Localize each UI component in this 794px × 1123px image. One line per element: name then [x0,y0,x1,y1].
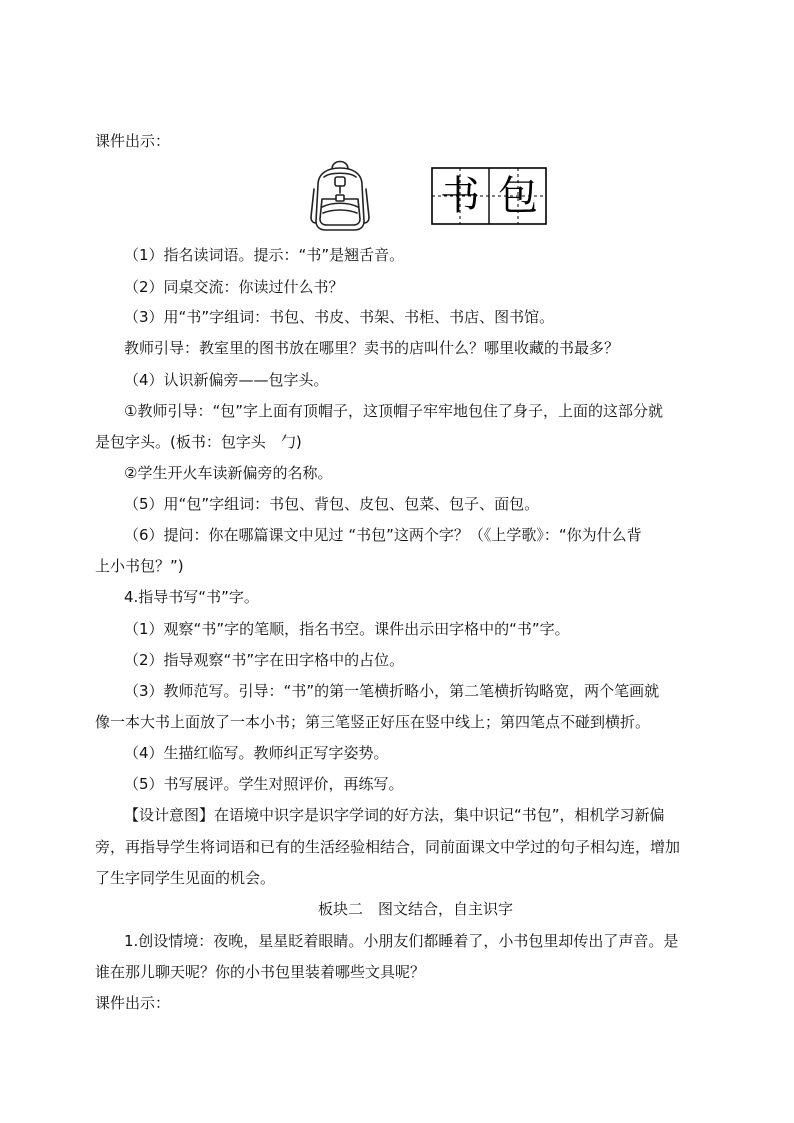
step-4-new-radical: （4）认识新偏旁——包字头。 [124,371,329,389]
tianzige-char-bao: 包 [498,173,538,219]
tianzige-grid [431,167,547,225]
radical-guide-line-2: 是包字头。(板书：包字头 勹) [95,433,302,451]
step-3-word-forming-shu: （3）用“书”字组词：书包、书皮、书架、书柜、书店、图书馆。 [124,308,555,326]
courseware-label-top: 课件出示： [95,132,171,150]
section-2-heading: 板块二 图文结合，自主识字 [318,900,514,918]
writing-step-4: （4）生描红临写。教师纠正写字姿势。 [124,744,389,762]
writing-step-3-line-1: （3）教师范写。引导：“书”的第一笔横折略小，第二笔横折钩略宽，两个笔画就 [124,682,660,700]
writing-step-3-line-2: 像一本大书上面放了一本小书；第三笔竖正好压在竖中线上；第四笔点不碰到横折。 [95,713,651,731]
writing-step-2: （2）指导观察“书”字在田字格中的占位。 [124,651,405,669]
design-intent-line-3: 了生字同学生见面的机会。 [95,869,276,887]
courseware-label-bottom: 课件出示： [95,994,171,1012]
writing-step-1: （1）观察“书”字的笔顺，指名书空。课件出示田字格中的“书”字。 [124,620,570,638]
step-5-word-forming-bao: （5）用“包”字组词：书包、背包、皮包、包菜、包子、面包。 [124,495,540,513]
scenario-line-1: 1.创设情境：夜晚，星星眨着眼睛。小朋友们都睡着了，小书包里却传出了声音。是 [124,932,679,950]
step-6-question-line-2: 上小书包？”) [95,557,184,575]
radical-guide-line-1: ①教师引导：“包”字上面有顶帽子，这顶帽子牢牢地包住了身子，上面的这部分就 [124,402,663,420]
design-intent-line-2: 旁，再指导学生将词语和已有的生活经验相结合，同前面课文中学过的句子相勾连，增加 [95,838,681,856]
step-2-partner-talk: （2）同桌交流：你读过什么书？ [124,278,344,296]
tianzige-char-shu: 书 [440,173,480,219]
teacher-guide-1: 教师引导：教室里的图书放在哪里？卖书的店叫什么？哪里收藏的书最多？ [124,339,620,357]
design-intent-line-1: 【设计意图】在语境中识字是识字学词的好方法，集中识记“书包”，相机学习新偏 [124,806,665,824]
step-1-read-words: （1）指名读词语。提示：“书”是翘舌音。 [124,246,405,264]
writing-step-5: （5）书写展评。学生对照评价，再练写。 [124,775,404,793]
writing-guide-heading: 4.指导书写“书”字。 [124,588,259,606]
courseware-illustration [308,155,548,235]
radical-name-reading: ②学生开火车读新偏旁的名称。 [124,464,333,482]
step-6-question-line-1: （6）提问：你在哪篇课文中见过 “书包”这两个字？（《上学歌》：“你为什么背 [124,526,642,544]
backpack-icon [308,155,372,233]
scenario-line-2: 谁在那儿聊天呢？你的小书包里装着哪些文具呢？ [95,963,426,981]
